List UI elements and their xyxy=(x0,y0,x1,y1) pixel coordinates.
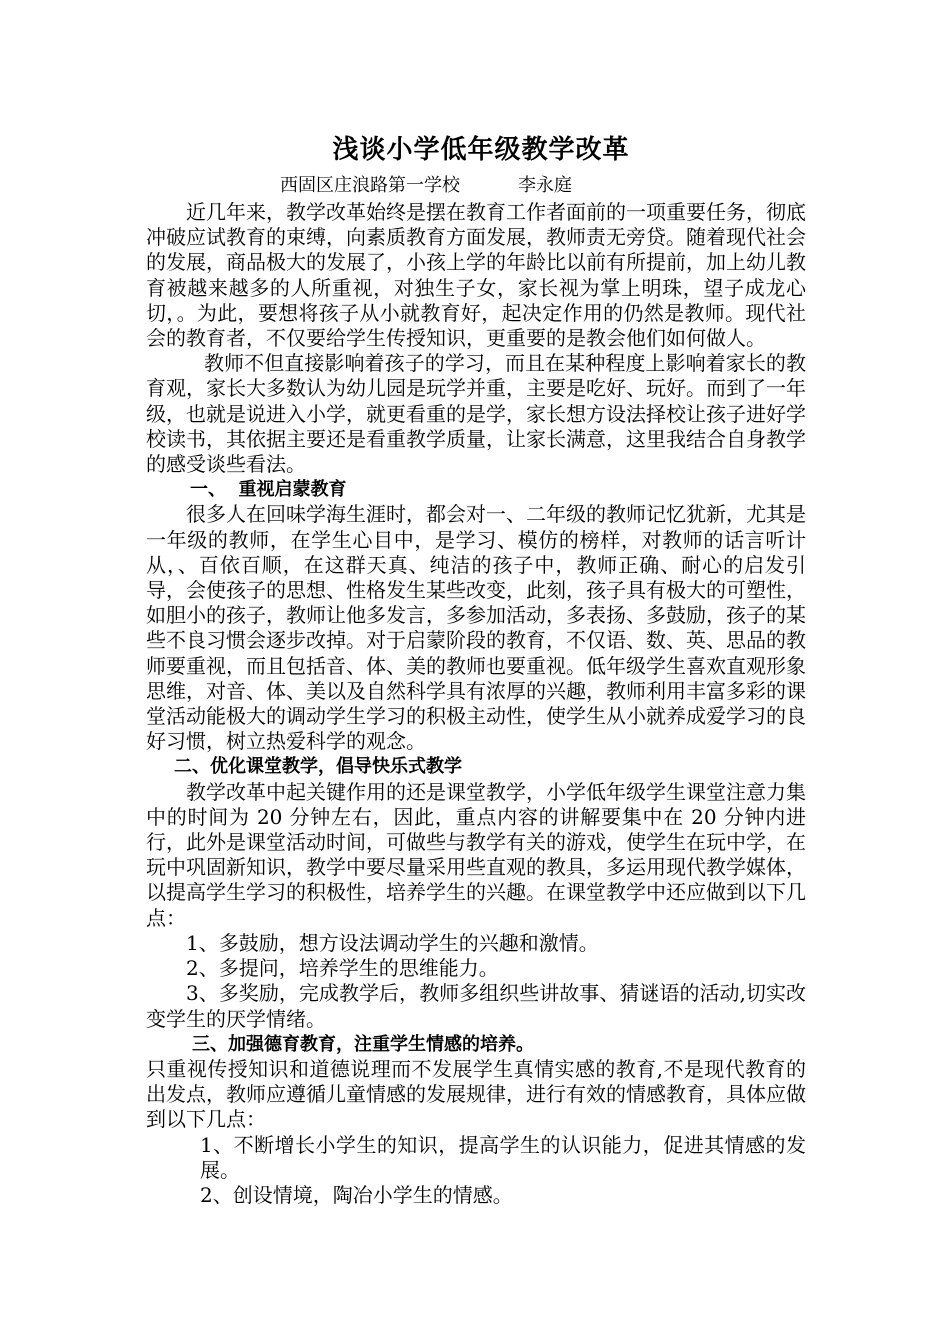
section-2-item-1: 1、多鼓励，想方设法调动学生的兴趣和激情。 xyxy=(186,930,599,955)
intro-paragraph-2: 教师不但直接影响着孩子的学习，而且在某种程度上影响着家长的教育观，家长大多数认为幼儿园是玩学并重，主要是吃好、玩好。而到了一年级，也就是说进入小学，就更看重的是学，家长想方设法择校让孩子进好学校读书，其依据主要还是看重教学质量，让家长满意，这里我结合自身教学的感受谈些看法。 xyxy=(146,351,806,477)
school-name: 西固区庄浪路第一学校 xyxy=(280,175,460,196)
section-3-heading: 三、加强德育教育，注重学生情感的培养。 xyxy=(192,1033,534,1055)
section-2-heading: 二、优化课堂教学，倡导快乐式教学 xyxy=(174,756,462,778)
intro-paragraph-1: 近几年来，教学改革始终是摆在教育工作者面前的一项重要任务，彻底冲破应试教育的束缚，向素质教育方面发展，教师责无旁贷。随着现代社会的发展，商品极大的发展了，小孩上学的年龄比以前有所提前，加上幼儿教育被越来越多的人所重视，对独生子女，家长视为掌上明珠，望子成龙心切，。为此，要想将孩子从小就教育好，起决定作用的仍然是教师。现代社会的教育者，不仅要给学生传授知识，更重要的是教会他们如何做人。 xyxy=(146,200,806,351)
byline xyxy=(146,172,806,200)
section-2-body: 教学改革中起关键作用的还是课堂教学，小学低年级学生课堂注意力集中的时间为 20 分钟左右，因此，重点内容的讲解要集中在 20 分钟内进行，此外是课堂活动时间，可做些与教学有关的游戏，使学生在玩中学，在玩中巩固新知识，教学中要尽量采用些直观的教具，多运用现代教学媒体，以提高学生学习的积极性，培养学生的兴趣。在课堂教学中还应做到以下几点： xyxy=(146,779,806,930)
author-name: 李永庭 xyxy=(518,175,572,196)
section-2-item-2: 2、多提问，培养学生的思维能力。 xyxy=(186,956,499,981)
section-2-item-3: 3、多奖励，完成教学后，教师多组织些讲故事、猜谜语的活动,切实改变学生的厌学情绪。 xyxy=(146,981,806,1031)
section-3-body: 只重视传授知识和道德说理而不发展学生真情实感的教育,不是现代教育的出发点，教师应遵循儿童情感的发展规律，进行有效的情感教育，具体应做到以下几点： xyxy=(146,1056,806,1132)
document-title: 浅谈小学低年级教学改革 xyxy=(332,135,630,165)
document-page xyxy=(146,128,806,1208)
section-1-body: 很多人在回味学海生涯时，都会对一、二年级的教师记忆犹新，尤其是一年级的教师，在学生心目中，是学习、模仿的榜样，对教师的话言听计从，、百依百顺，在这群天真、纯洁的孩子中，教师正确、耐心的启发引导，会使孩子的思想、性格发生某些改变，此刻，孩子具有极大的可塑性，如胆小的孩子，教师让他多发言，多参加活动，多表扬、多鼓励，孩子的某些不良习惯会逐步改掉。对于启蒙阶段的教育，不仅语、数、英、思品的教师要重视，而且包括音、体、美的教师也要重视。低年级学生喜欢直观形象思维，对音、体、美以及自然科学具有浓厚的兴趣，教师利用丰富多彩的课堂活动能极大的调动学生学习的积极主动性，使学生从小就养成爱学习的良好习惯，树立热爱科学的观念。 xyxy=(146,502,806,754)
section-1-heading: 一、 重视启蒙教育 xyxy=(190,479,347,501)
section-3-item-1: 1、不断增长小学生的知识，提高学生的认识能力，促进其情感的发展。 xyxy=(200,1132,806,1182)
section-3-item-2: 2、创设情境，陶冶小学生的情感。 xyxy=(200,1182,513,1207)
